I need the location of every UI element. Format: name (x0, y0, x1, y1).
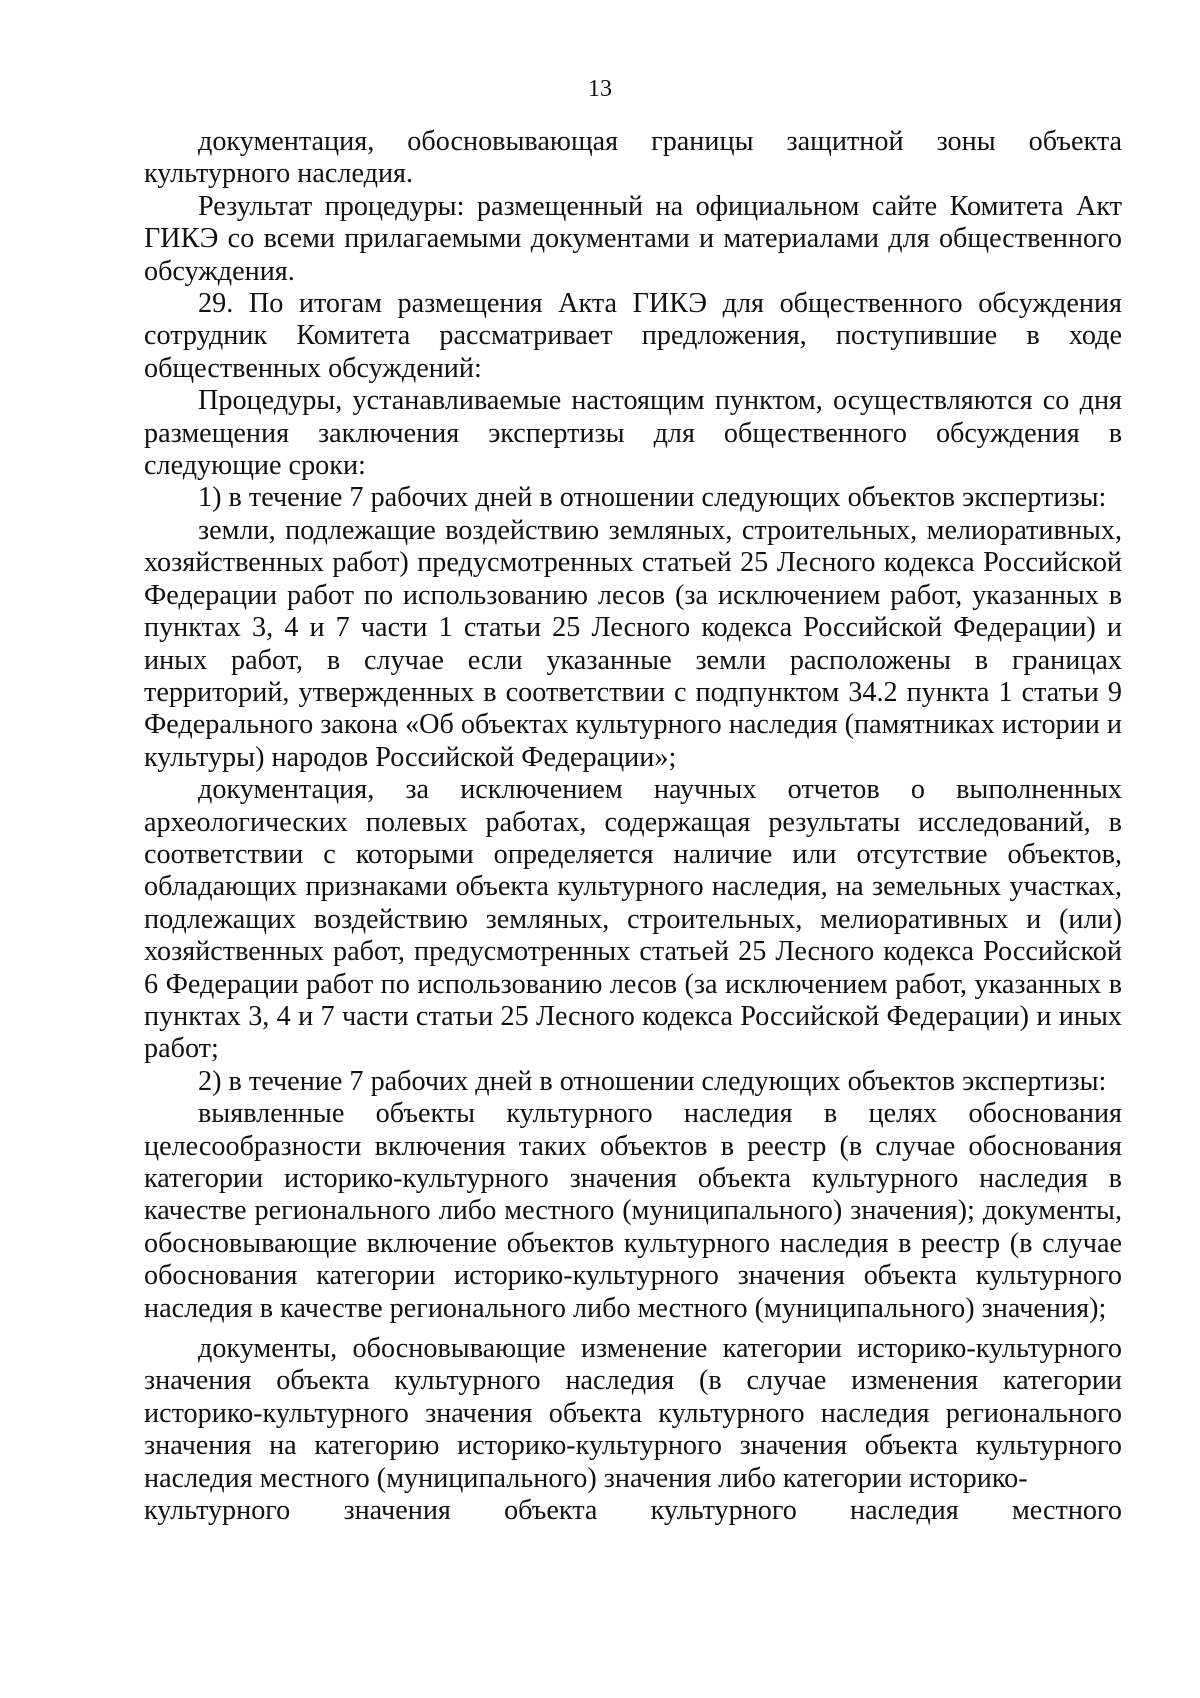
paragraph-procedure-result: Результат процедуры: размещенный на официальном сайте Комитета Акт ГИКЭ со всеми прилагаемыми документами и материалами для общественного обсуждения. (144, 190, 1122, 287)
paragraph-documentation: документация, за исключением научных отчетов о выполненных археологических полевых работах, содержащая результаты исследований, в соответствии с которыми определяется наличие или отсутствие объектов, обладающих признаками объекта культурного наследия, на земельных участках, подлежащих воздействию земляных, строительных, мелиоративных и (или) хозяйственных работ, предусмотренных статьей 25 Лесного кодекса Российской 6 Федерации работ по использованию лесов (за исключением работ, указанных в пунктах 3, 4 и 7 части статьи 25 Лесного кодекса Российской Федерации) и иных работ; (144, 774, 1122, 1065)
paragraph-procedures-timing: Процедуры, устанавливаемые настоящим пунктом, осуществляются со дня размещения заключения экспертизы для общественного обсуждения в следующие сроки: (144, 385, 1122, 482)
paragraph-doc-boundaries: документация, обосновывающая границы защитной зоны объекта культурного наследия. (144, 126, 1122, 190)
word: объекта (504, 1495, 598, 1527)
paragraph-lands: земли, подлежащие воздействию земляных, строительных, мелиоративных, хозяйственных работ) предусмотренных статьей 25 Лесного кодекса Российской Федерации работ по использованию лесов (за исключением работ, указанных в пунктах 3, 4 и 7 части 1 статьи 25 Лесного кодекса Российской Федерации) и иных работ, в случае если указанные земли расположены в границах территорий, утвержденных в соответствии с подпунктом 34.2 пункта 1 статьи 9 Федерального закона «Об объектах культурного наследия (памятниках истории и культуры) народов Российской Федерации»; (144, 514, 1122, 773)
paragraph-term-2: 2) в течение 7 рабочих дней в отношении следующих объектов экспертизы: (198, 1065, 1107, 1097)
document-body (144, 126, 1122, 1527)
paragraph-identified-objects: выявленные объекты культурного наследия в целях обоснования целесообразности включения таких объектов в реестр (в случае обоснования категории историко-культурного значения объекта культурного наследия в качестве регионального либо местного (муниципального) значения); документы, обосновывающие включение объектов культурного наследия в реестр (в случае обоснования категории историко-культурного значения объекта культурного наследия в качестве регионального либо местного (муниципального) значения); (144, 1098, 1122, 1324)
word: культурного (144, 1495, 291, 1527)
paragraph-term-1: 1) в течение 7 рабочих дней в отношении следующих объектов экспертизы: (198, 482, 1107, 514)
paragraph-item-29: 29. По итогам размещения Акта ГИКЭ для общественного обсуждения сотрудник Комитета рассматривает предложения, поступившие в ходе общественных обсуждений: (144, 288, 1122, 384)
word: местного (1011, 1495, 1122, 1527)
word: культурного (650, 1495, 797, 1527)
word: значения (343, 1495, 451, 1527)
paragraph-continued-line (144, 1495, 1122, 1527)
paragraph-category-change: документы, обосновывающие изменение категории историко-культурного значения объекта культурного наследия (в случае изменения категории историко-культурного значения объекта культурного наследия регионального значения на категорию историко-культурного значения объекта культурного наследия местного (муниципального) значения либо категории историко- (144, 1333, 1122, 1494)
page-number: 13 (588, 76, 612, 102)
word: наследия (850, 1495, 959, 1527)
